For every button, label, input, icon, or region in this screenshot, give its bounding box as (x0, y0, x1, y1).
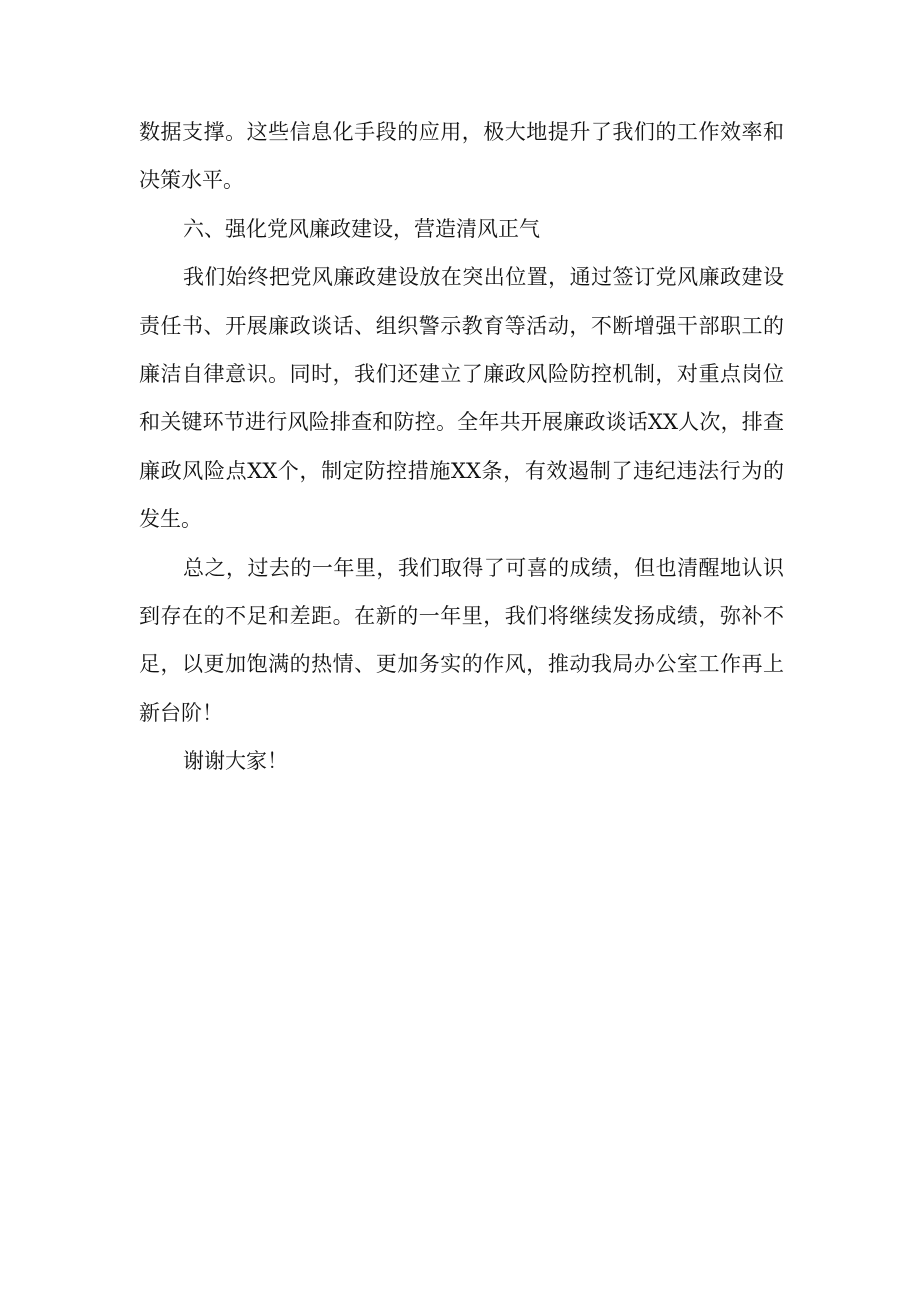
closing-thanks: 谢谢大家！ (183, 749, 288, 774)
paragraph-continuation: 数据支撑。这些信息化手段的应用，极大地提升了我们的工作效率和决策水平。 (139, 120, 784, 193)
document-body (139, 108, 784, 786)
section-heading: 六、强化党风廉政建设，营造清风正气 (183, 216, 540, 241)
paragraph-summary: 总之，过去的一年里，我们取得了可喜的成绩，但也清醒地认识到存在的不足和差距。在新的一年里，我们将继续发扬成绩，弥补不足，以更加饱满的热情、更加务实的作风，推动我局办公室工作再上新台阶！ (139, 555, 784, 725)
paragraph-integrity: 我们始终把党风廉政建设放在突出位置，通过签订党风廉政建设责任书、开展廉政谈话、组织警示教育等活动，不断增强干部职工的廉洁自律意识。同时，我们还建立了廉政风险防控机制，对重点岗位和关键环节进行风险排查和防控。全年共开展廉政谈话XX人次，排查廉政风险点XX个，制定防控措施XX条，有效遏制了违纪违法行为的发生。 (139, 265, 784, 532)
